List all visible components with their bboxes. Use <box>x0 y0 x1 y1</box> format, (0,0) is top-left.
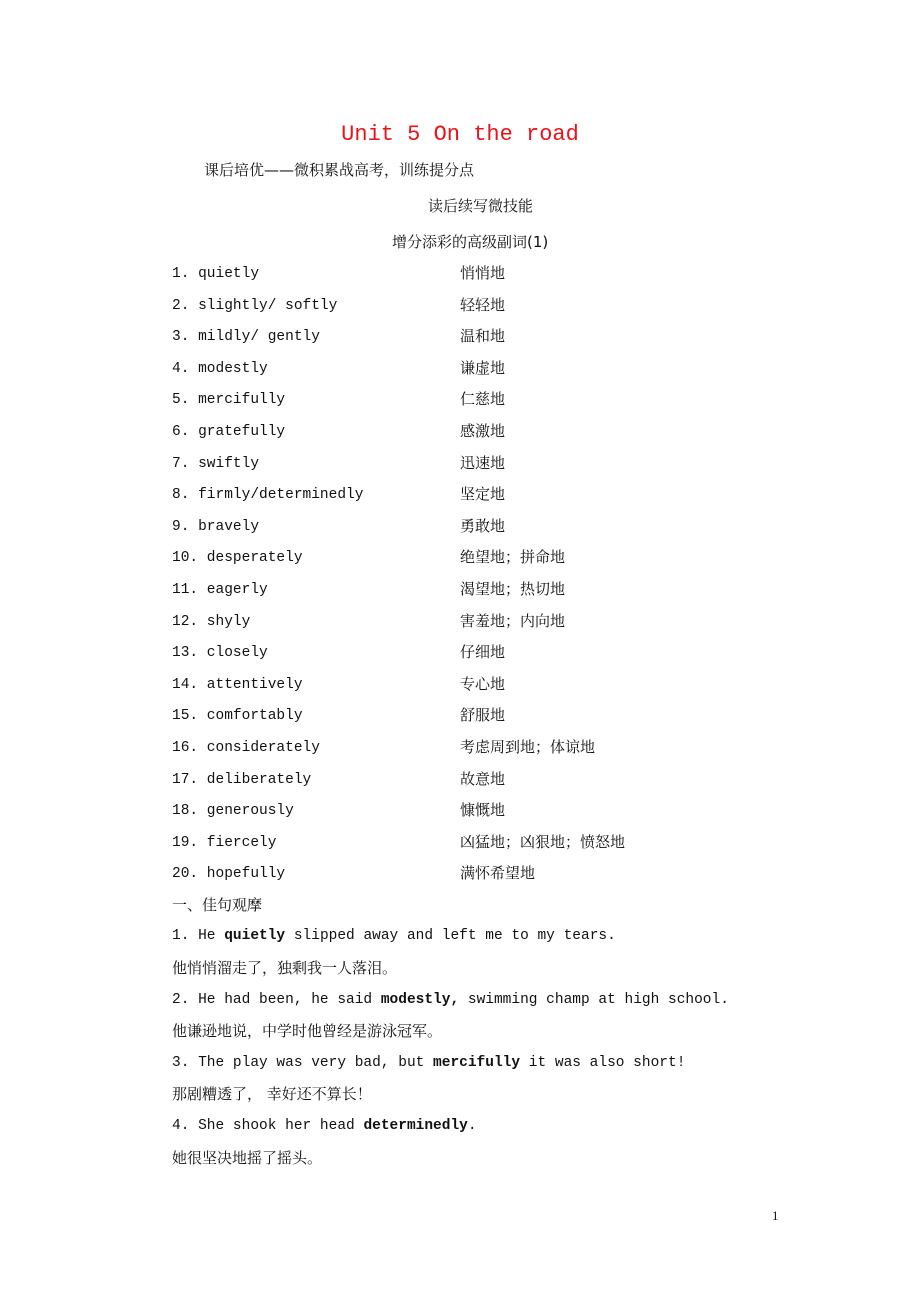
vocab-chinese: 谦虚地 <box>460 358 506 377</box>
vocab-english: 1. quietly <box>172 266 260 282</box>
vocab-english: 10. desperately <box>172 550 303 567</box>
sentence-text: 1. He <box>172 928 225 945</box>
vocab-row <box>172 258 892 290</box>
vocab-row <box>172 700 892 732</box>
vocab-chinese: 轻轻地 <box>460 295 506 314</box>
sentence-text: it was also short! <box>520 1054 686 1071</box>
vocab-chinese: 绝望地；拼命地 <box>460 548 566 567</box>
vocab-row <box>172 479 892 511</box>
vocab-chinese: 迅速地 <box>460 453 506 472</box>
highlighted-adverb: determinedly <box>363 1118 468 1135</box>
example-translation: 他悄悄溜走了，独剩我一人落泪。 <box>172 959 398 978</box>
vocab-chinese: 温和地 <box>460 327 506 346</box>
example-translation: 她很坚决地摇了摇头。 <box>172 1148 323 1167</box>
vocab-english: 14. attentively <box>172 676 303 693</box>
vocab-row <box>172 637 892 669</box>
highlighted-adverb: quietly <box>224 928 286 945</box>
vocab-chinese: 慷慨地 <box>460 801 506 820</box>
example-sentence <box>172 985 892 1017</box>
example-translation: 那剧糟透了， 幸好还不算长！ <box>172 1085 372 1104</box>
vocab-chinese: 满怀希望地 <box>460 864 536 883</box>
vocab-english: 2. slightly/ softly <box>172 297 338 314</box>
vocab-english: 8. firmly/determinedly <box>172 487 364 504</box>
vocab-english: 15. comfortably <box>172 708 303 725</box>
example-sentence <box>172 1111 892 1143</box>
vocab-english: 20. hopefully <box>172 866 286 883</box>
vocab-english: 13. closely <box>172 645 268 662</box>
vocab-row <box>172 795 892 827</box>
vocab-english: 5. mercifully <box>172 392 286 409</box>
vocab-chinese: 悄悄地 <box>460 264 506 282</box>
vocab-chinese: 渴望地；热切地 <box>460 579 566 598</box>
vocab-row <box>172 448 892 480</box>
vocab-chinese: 害羞地；内向地 <box>460 611 566 630</box>
highlighted-adverb: modestly, <box>380 991 460 1008</box>
unit-title: Unit 5 On the road <box>341 122 579 147</box>
vocab-english: 7. swiftly <box>172 455 260 472</box>
vocab-row <box>172 384 892 416</box>
vocab-chinese: 舒服地 <box>460 706 506 725</box>
vocab-english: 19. fiercely <box>172 834 277 851</box>
vocab-row <box>172 606 892 638</box>
vocab-row <box>172 764 892 796</box>
vocab-row <box>172 542 892 574</box>
vocab-chinese: 仔细地 <box>460 643 506 662</box>
vocab-row <box>172 511 892 543</box>
vocab-chinese: 坚定地 <box>460 485 506 504</box>
vocab-chinese: 专心地 <box>460 674 506 693</box>
vocab-row <box>172 416 892 448</box>
subtitle: 课后培优——微积累战高考，训练提分点 <box>204 161 475 179</box>
sentence-text: slipped away and left me to my tears. <box>285 928 616 945</box>
highlighted-adverb: mercifully <box>433 1054 521 1071</box>
vocab-english: 18. generously <box>172 803 294 820</box>
vocab-row <box>172 290 892 322</box>
vocab-chinese: 凶猛地；凶狠地；愤怒地 <box>460 832 626 851</box>
vocab-chinese: 故意地 <box>460 769 506 788</box>
vocab-english: 17. deliberately <box>172 771 312 788</box>
vocab-row <box>172 827 892 859</box>
section-title: 读后续写微技能 <box>428 197 534 215</box>
example-translation: 他谦逊地说，中学时他曾经是游泳冠军。 <box>172 1022 443 1041</box>
vocab-row <box>172 353 892 385</box>
sentence-text: 4. She shook her head <box>172 1118 364 1135</box>
vocab-english: 12. shyly <box>172 613 251 630</box>
sentence-text: . <box>467 1118 477 1135</box>
example-sentence <box>172 1048 892 1080</box>
vocab-row <box>172 574 892 606</box>
vocab-chinese: 勇敢地 <box>460 516 506 535</box>
vocab-row <box>172 732 892 764</box>
vocab-row <box>172 858 892 890</box>
vocab-english: 3. mildly/ gently <box>172 329 320 346</box>
content-flow <box>172 258 892 1174</box>
vocab-row <box>172 669 892 701</box>
vocab-english: 6. gratefully <box>172 423 286 440</box>
vocab-chinese: 考虑周到地；体谅地 <box>460 737 596 756</box>
sentence-text: 2. He had been, he said <box>172 991 381 1008</box>
vocab-english: 9. bravely <box>172 518 260 535</box>
page-number: 1 <box>772 1208 779 1223</box>
list-title: 增分添彩的高级副词(1) <box>392 233 549 251</box>
sentence-text: swimming champ at high school. <box>459 991 729 1008</box>
vocab-chinese: 感激地 <box>460 421 506 440</box>
sentence-text: 3. The play was very bad, but <box>172 1054 434 1071</box>
vocab-row <box>172 321 892 353</box>
vocab-english: 16. considerately <box>172 739 320 756</box>
vocab-english: 4. modestly <box>172 360 268 377</box>
vocab-english: 11. eagerly <box>172 581 268 598</box>
examples-heading: 一、佳句观摩 <box>172 895 263 914</box>
example-sentence <box>172 921 892 953</box>
vocab-chinese: 仁慈地 <box>460 390 506 409</box>
